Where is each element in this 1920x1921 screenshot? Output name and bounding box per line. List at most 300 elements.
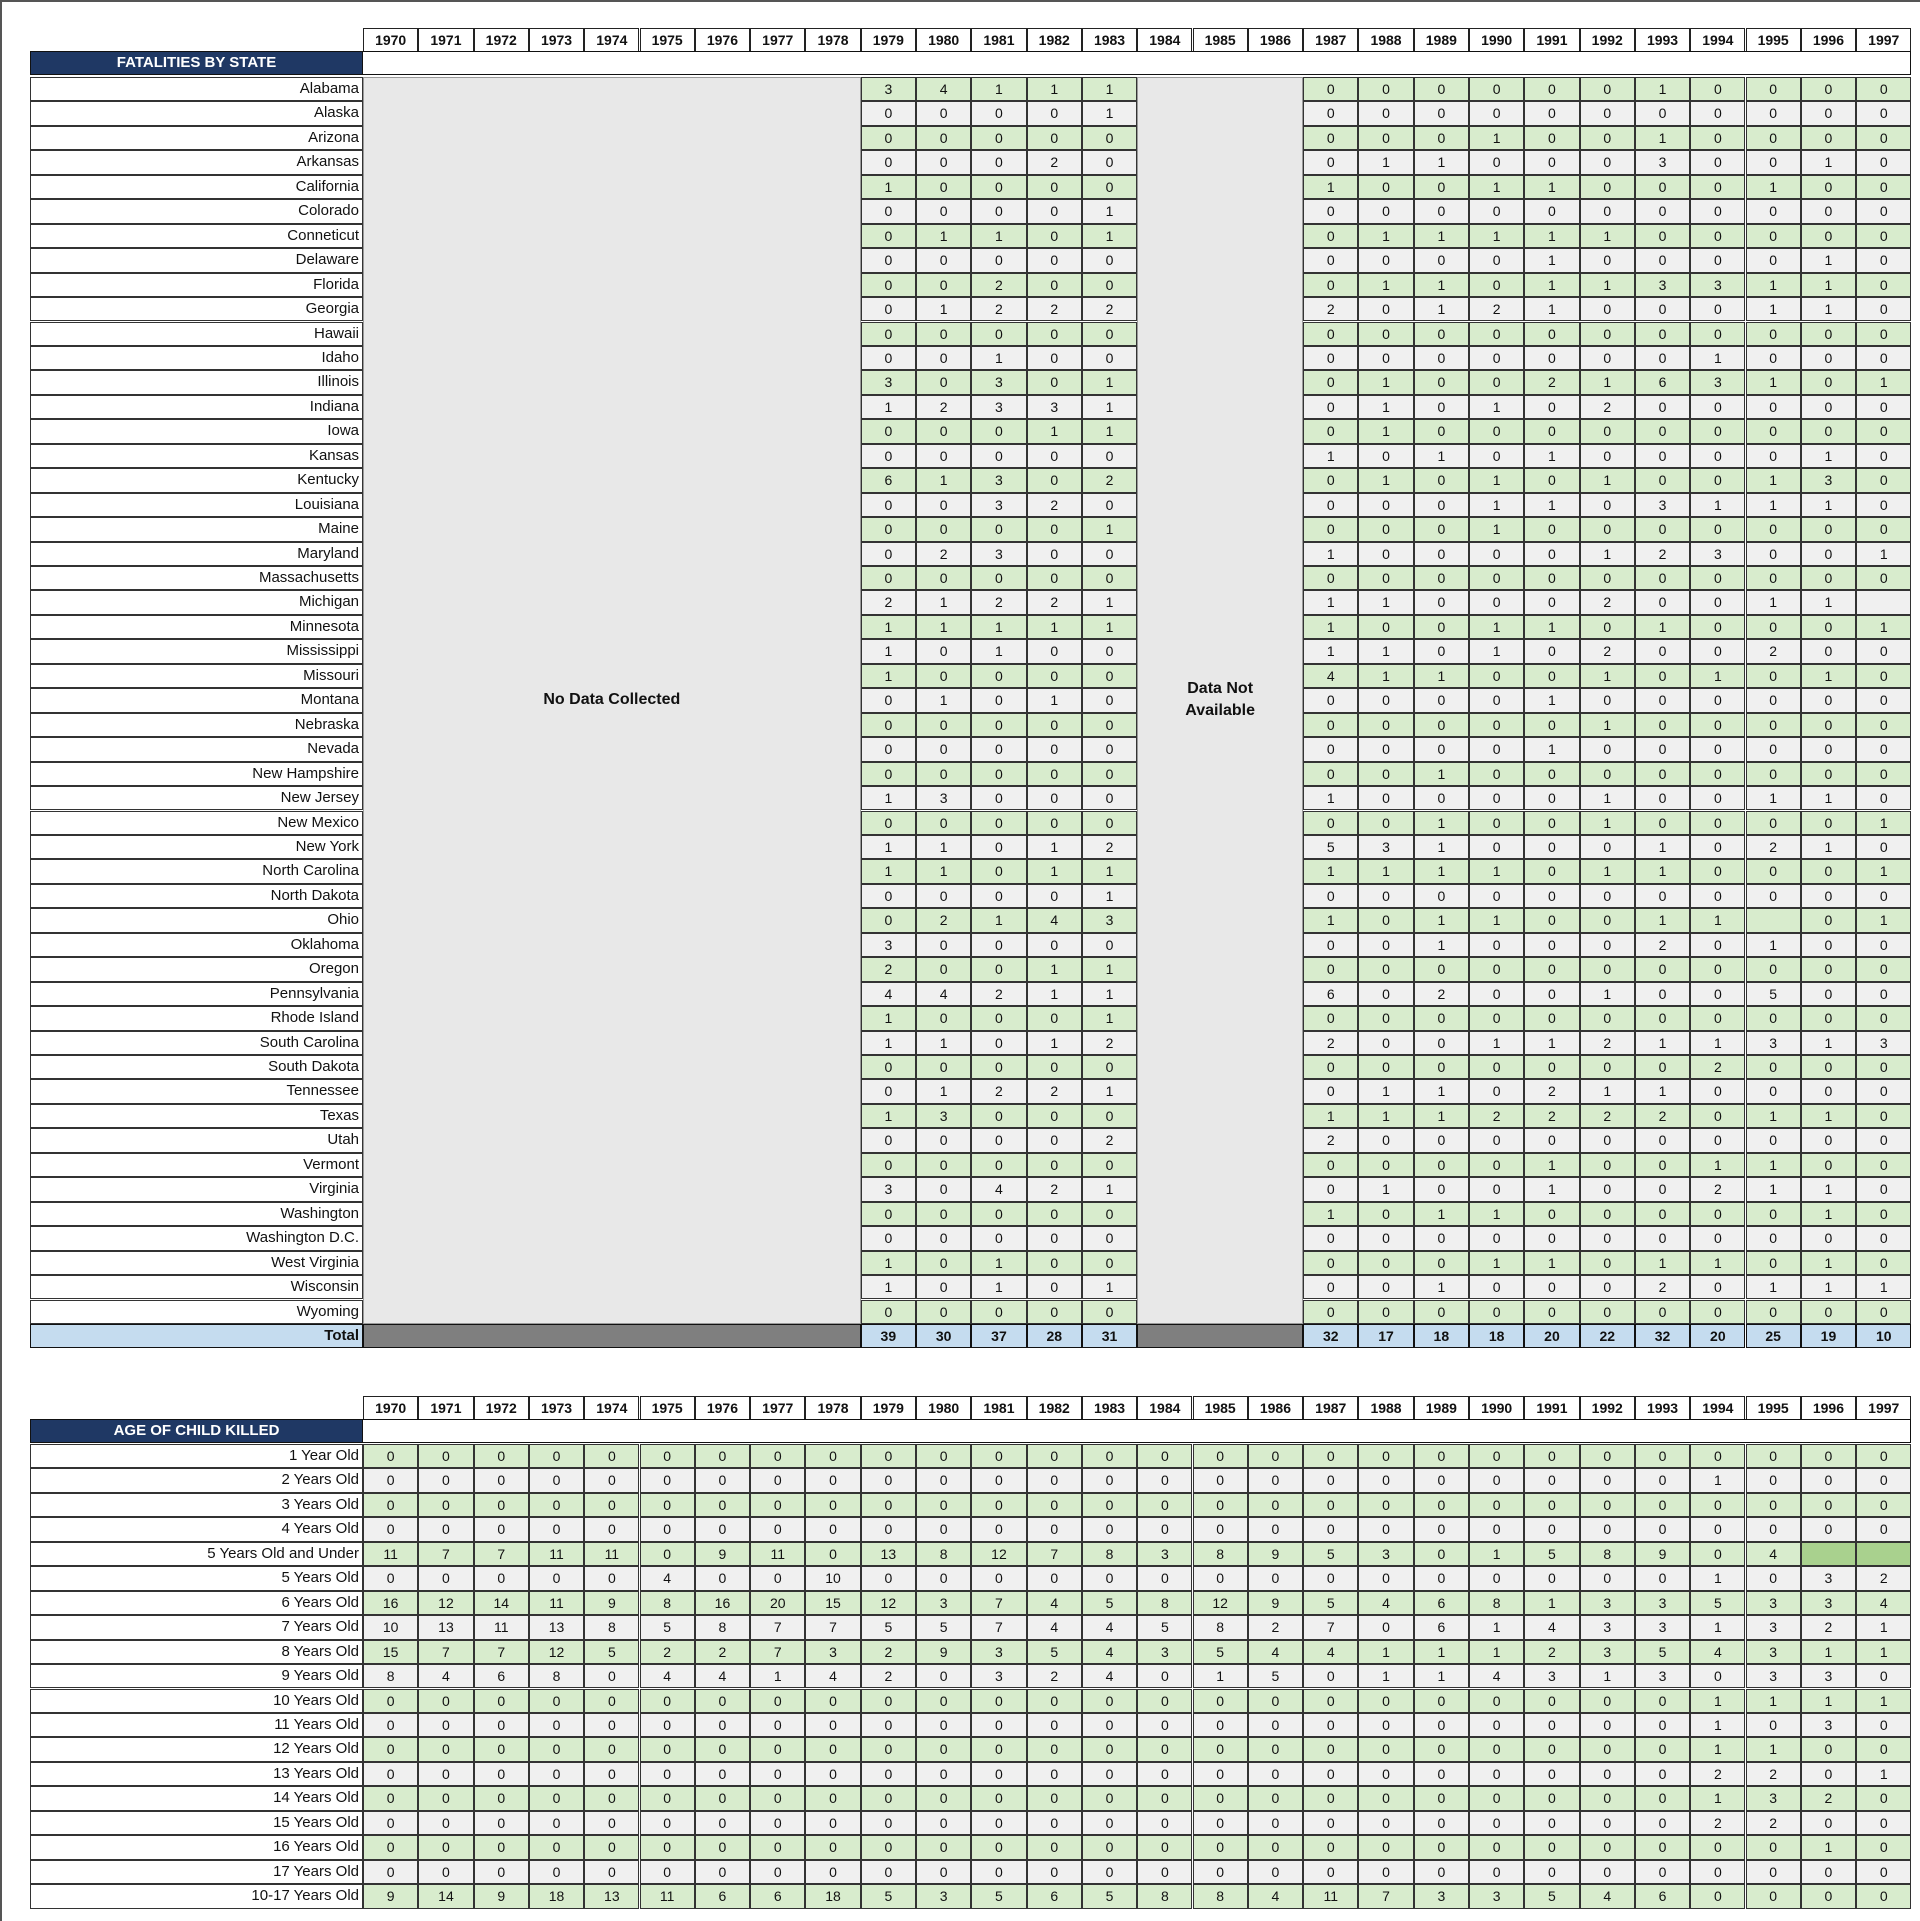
age-value-cell: 8 xyxy=(584,1615,639,1639)
state-value-cell: 0 xyxy=(1580,835,1635,859)
state-value-cell: 0 xyxy=(1469,1006,1524,1030)
age-value-cell: 0 xyxy=(1137,1811,1192,1835)
state-value-cell: 0 xyxy=(1082,444,1137,468)
age-value-cell: 0 xyxy=(1469,1689,1524,1713)
state-value-cell: 0 xyxy=(1690,713,1745,737)
state-value-cell: 1 xyxy=(1746,1153,1801,1177)
state-value-cell: 0 xyxy=(916,150,971,174)
state-value-cell: 5 xyxy=(1303,835,1358,859)
age-value-cell: 0 xyxy=(584,1468,639,1492)
state-value-cell: 1 xyxy=(1027,77,1082,101)
state-value-cell: 0 xyxy=(1469,444,1524,468)
age-header-year-1971: 1971 xyxy=(418,1396,473,1420)
age-value-cell: 0 xyxy=(1690,1664,1745,1688)
age-value-cell: 9 xyxy=(1248,1591,1303,1615)
state-value-cell: 0 xyxy=(1746,957,1801,981)
state-value-cell: 2 xyxy=(1027,493,1082,517)
state-value-cell: 0 xyxy=(1690,1104,1745,1128)
state-value-cell: 0 xyxy=(971,811,1026,835)
state-value-cell: 0 xyxy=(1358,517,1413,541)
state-value-cell: 0 xyxy=(971,1226,1026,1250)
state-value-cell: 0 xyxy=(1358,199,1413,223)
age-value-cell: 0 xyxy=(971,1713,1026,1737)
state-value-cell: 0 xyxy=(1524,395,1579,419)
state-value-cell: 1 xyxy=(1801,1031,1856,1055)
age-value-cell: 0 xyxy=(1524,1737,1579,1761)
age-value-cell: 6 xyxy=(474,1664,529,1688)
state-value-cell: 0 xyxy=(1358,811,1413,835)
age-value-cell: 4 xyxy=(1082,1640,1137,1664)
state-value-cell: 1 xyxy=(971,615,1026,639)
state-value-cell: 0 xyxy=(916,933,971,957)
state-value-cell: 0 xyxy=(1469,884,1524,908)
age-value-cell: 0 xyxy=(1801,1884,1856,1908)
state-value-cell: 0 xyxy=(1469,811,1524,835)
age-value-cell: 0 xyxy=(1414,1860,1469,1884)
age-value-cell: 0 xyxy=(695,1811,750,1835)
state-value-cell: 0 xyxy=(1082,688,1137,712)
state-value-cell: 0 xyxy=(916,248,971,272)
state-value-cell: 0 xyxy=(1524,77,1579,101)
state-value-cell: 0 xyxy=(861,101,916,125)
state-header-year-1970: 1970 xyxy=(363,28,418,52)
state-label: Rhode Island xyxy=(30,1006,363,1030)
state-value-cell: 0 xyxy=(1690,688,1745,712)
state-value-cell: 0 xyxy=(971,566,1026,590)
state-label: Illinois xyxy=(30,370,363,394)
total-no-data-bar xyxy=(363,1324,861,1348)
age-value-cell: 0 xyxy=(1137,1517,1192,1541)
age-value-cell: 2 xyxy=(1690,1762,1745,1786)
state-value-cell: 1 xyxy=(1580,786,1635,810)
age-value-cell: 0 xyxy=(695,1786,750,1810)
state-value-cell: 0 xyxy=(1580,517,1635,541)
state-value-cell: 0 xyxy=(1635,1226,1690,1250)
state-value-cell: 0 xyxy=(1635,1128,1690,1152)
age-header-year-1981: 1981 xyxy=(971,1396,1026,1420)
state-value-cell: 0 xyxy=(1801,859,1856,883)
state-value-cell: 1 xyxy=(1414,835,1469,859)
state-value-cell: 2 xyxy=(1082,297,1137,321)
state-value-cell: 0 xyxy=(971,175,1026,199)
age-header-year-1994: 1994 xyxy=(1690,1396,1745,1420)
state-value-cell: 0 xyxy=(1635,664,1690,688)
state-value-cell: 0 xyxy=(1303,199,1358,223)
age-value-cell: 7 xyxy=(805,1615,860,1639)
state-total-label: Total xyxy=(30,1324,363,1348)
state-value-cell: 0 xyxy=(1524,982,1579,1006)
age-value-cell: 4 xyxy=(1248,1640,1303,1664)
state-value-cell: 0 xyxy=(1027,1006,1082,1030)
age-value-cell: 0 xyxy=(1137,1468,1192,1492)
state-value-cell: 3 xyxy=(971,370,1026,394)
state-value-cell: 0 xyxy=(1690,517,1745,541)
age-value-cell: 0 xyxy=(1469,1444,1524,1468)
state-value-cell: 0 xyxy=(1635,444,1690,468)
state-value-cell: 0 xyxy=(1580,493,1635,517)
age-value-cell: 0 xyxy=(1358,1444,1413,1468)
state-value-cell: 0 xyxy=(1856,1128,1911,1152)
age-value-cell: 0 xyxy=(640,1493,695,1517)
state-value-cell: 1 xyxy=(916,297,971,321)
age-value-cell: 0 xyxy=(1469,1786,1524,1810)
age-value-cell: 14 xyxy=(418,1884,473,1908)
age-value-cell: 1 xyxy=(1469,1542,1524,1566)
state-value-cell: 3 xyxy=(1801,468,1856,492)
state-value-cell: 0 xyxy=(1082,1251,1137,1275)
age-value-cell: 3 xyxy=(1746,1591,1801,1615)
age-value-cell: 0 xyxy=(916,1689,971,1713)
state-value-cell: 0 xyxy=(1635,1153,1690,1177)
state-value-cell: 0 xyxy=(1303,957,1358,981)
age-value-cell: 0 xyxy=(1690,1517,1745,1541)
state-value-cell: 1 xyxy=(1635,1079,1690,1103)
state-value-cell: 0 xyxy=(1027,811,1082,835)
age-value-cell: 0 xyxy=(1027,1860,1082,1884)
age-value-cell: 0 xyxy=(1635,1517,1690,1541)
state-value-cell: 0 xyxy=(861,224,916,248)
state-value-cell: 0 xyxy=(1082,150,1137,174)
age-value-cell: 0 xyxy=(695,1835,750,1859)
state-value-cell: 0 xyxy=(1856,444,1911,468)
age-value-cell: 8 xyxy=(1137,1884,1192,1908)
state-value-cell: 1 xyxy=(1358,859,1413,883)
state-value-cell: 0 xyxy=(1635,639,1690,663)
age-value-cell: 9 xyxy=(916,1640,971,1664)
age-value-cell: 8 xyxy=(1193,1615,1248,1639)
state-value-cell: 0 xyxy=(1690,615,1745,639)
state-value-cell: 1 xyxy=(1358,395,1413,419)
age-value-cell: 0 xyxy=(1746,1468,1801,1492)
age-value-cell: 0 xyxy=(916,1737,971,1761)
state-value-cell: 0 xyxy=(1303,933,1358,957)
state-value-cell: 0 xyxy=(1580,444,1635,468)
age-value-cell: 1 xyxy=(1801,1835,1856,1859)
age-value-cell: 0 xyxy=(750,1517,805,1541)
state-value-cell: 0 xyxy=(1690,1006,1745,1030)
age-value-cell: 0 xyxy=(1635,1566,1690,1590)
state-value-cell: 0 xyxy=(1524,199,1579,223)
state-value-cell: 1 xyxy=(1690,664,1745,688)
age-value-cell: 5 xyxy=(916,1615,971,1639)
age-value-cell: 0 xyxy=(1580,1786,1635,1810)
age-value-cell: 0 xyxy=(529,1468,584,1492)
age-value-cell: 0 xyxy=(584,1786,639,1810)
state-value-cell: 1 xyxy=(1358,1177,1413,1201)
age-value-cell: 0 xyxy=(1580,1860,1635,1884)
age-value-cell: 0 xyxy=(584,1664,639,1688)
age-value-cell: 0 xyxy=(916,1444,971,1468)
state-value-cell: 0 xyxy=(1801,101,1856,125)
state-value-cell: 1 xyxy=(1414,1202,1469,1226)
age-value-cell: 4 xyxy=(1248,1884,1303,1908)
state-value-cell: 0 xyxy=(1690,762,1745,786)
state-value-cell: 0 xyxy=(1414,957,1469,981)
state-value-cell: 0 xyxy=(1303,1251,1358,1275)
state-header-year-1986: 1986 xyxy=(1248,28,1303,52)
state-value-cell: 1 xyxy=(1801,1275,1856,1299)
state-value-cell: 0 xyxy=(1580,1300,1635,1324)
age-label: 11 Years Old xyxy=(30,1713,363,1737)
age-value-cell: 0 xyxy=(529,1566,584,1590)
state-value-cell: 2 xyxy=(916,908,971,932)
state-value-cell: 5 xyxy=(1746,982,1801,1006)
state-value-cell: 1 xyxy=(1082,957,1137,981)
age-value-cell: 0 xyxy=(640,1835,695,1859)
age-label: 17 Years Old xyxy=(30,1860,363,1884)
state-value-cell: 0 xyxy=(1469,933,1524,957)
age-value-cell: 0 xyxy=(1801,1737,1856,1761)
state-value-cell: 0 xyxy=(1746,1128,1801,1152)
state-total-cell: 20 xyxy=(1524,1324,1579,1348)
state-label: Massachusetts xyxy=(30,566,363,590)
state-value-cell: 1 xyxy=(1856,370,1911,394)
state-value-cell: 0 xyxy=(1635,811,1690,835)
state-value-cell: 2 xyxy=(1635,542,1690,566)
state-value-cell: 2 xyxy=(1524,1104,1579,1128)
state-value-cell: 0 xyxy=(1524,517,1579,541)
state-label: Oklahoma xyxy=(30,933,363,957)
state-label: Alabama xyxy=(30,77,363,101)
state-value-cell: 1 xyxy=(861,1275,916,1299)
age-value-cell: 0 xyxy=(1303,1713,1358,1737)
state-value-cell: 0 xyxy=(1801,1153,1856,1177)
state-value-cell: 0 xyxy=(1746,517,1801,541)
state-value-cell: 0 xyxy=(1358,101,1413,125)
state-value-cell: 0 xyxy=(916,1177,971,1201)
state-value-cell: 0 xyxy=(971,1006,1026,1030)
state-value-cell: 0 xyxy=(1635,322,1690,346)
state-value-cell: 1 xyxy=(916,835,971,859)
age-value-cell: 4 xyxy=(805,1664,860,1688)
age-value-cell: 5 xyxy=(861,1615,916,1639)
state-value-cell: 0 xyxy=(1635,1006,1690,1030)
age-value-cell: 0 xyxy=(1248,1762,1303,1786)
state-value-cell: 0 xyxy=(1746,688,1801,712)
age-value-cell: 3 xyxy=(916,1884,971,1908)
state-label: Missouri xyxy=(30,664,363,688)
age-value-cell: 5 xyxy=(861,1884,916,1908)
age-value-cell: 0 xyxy=(1137,1664,1192,1688)
state-value-cell: 0 xyxy=(1358,1300,1413,1324)
age-value-cell: 0 xyxy=(1856,1493,1911,1517)
age-value-cell: 0 xyxy=(1414,1737,1469,1761)
state-value-cell: 4 xyxy=(916,982,971,1006)
state-total-cell: 37 xyxy=(971,1324,1026,1348)
age-value-cell: 0 xyxy=(1635,1762,1690,1786)
state-value-cell: 0 xyxy=(1801,615,1856,639)
state-value-cell: 0 xyxy=(1690,224,1745,248)
state-value-cell: 0 xyxy=(1801,933,1856,957)
age-value-cell: 0 xyxy=(1635,1493,1690,1517)
age-value-cell: 0 xyxy=(1580,1517,1635,1541)
state-value-cell: 0 xyxy=(1358,77,1413,101)
age-value-cell: 0 xyxy=(474,1737,529,1761)
age-value-cell: 0 xyxy=(750,1713,805,1737)
age-value-cell: 0 xyxy=(916,1762,971,1786)
state-value-cell: 0 xyxy=(1469,737,1524,761)
age-value-cell: 0 xyxy=(1635,1737,1690,1761)
age-value-cell: 0 xyxy=(1082,1860,1137,1884)
age-value-cell: 0 xyxy=(1524,1811,1579,1835)
age-value-cell: 0 xyxy=(529,1786,584,1810)
state-value-cell: 1 xyxy=(1856,859,1911,883)
state-value-cell: 1 xyxy=(1746,493,1801,517)
state-value-cell: 0 xyxy=(1414,468,1469,492)
state-header-year-1994: 1994 xyxy=(1690,28,1745,52)
age-value-cell: 0 xyxy=(1027,1786,1082,1810)
age-value-cell: 0 xyxy=(1303,1664,1358,1688)
state-value-cell xyxy=(1746,908,1801,932)
state-total-cell: 30 xyxy=(916,1324,971,1348)
age-value-cell: 0 xyxy=(1801,1811,1856,1835)
state-value-cell: 0 xyxy=(1856,1202,1911,1226)
state-value-cell: 1 xyxy=(1635,1031,1690,1055)
state-value-cell: 0 xyxy=(861,811,916,835)
state-value-cell: 0 xyxy=(1524,1202,1579,1226)
state-value-cell: 0 xyxy=(1746,859,1801,883)
state-value-cell: 0 xyxy=(1635,1177,1690,1201)
age-value-cell: 6 xyxy=(1027,1884,1082,1908)
age-value-cell: 0 xyxy=(1358,1811,1413,1835)
age-value-cell: 0 xyxy=(1414,1762,1469,1786)
age-value-cell: 0 xyxy=(1414,1786,1469,1810)
state-value-cell: 1 xyxy=(1303,615,1358,639)
age-header-year-1974: 1974 xyxy=(584,1396,639,1420)
state-header-year-1989: 1989 xyxy=(1414,28,1469,52)
age-value-cell: 0 xyxy=(1137,1566,1192,1590)
state-total-cell: 31 xyxy=(1082,1324,1137,1348)
state-value-cell: 1 xyxy=(1856,615,1911,639)
state-value-cell: 1 xyxy=(1414,224,1469,248)
age-header-year-1991: 1991 xyxy=(1524,1396,1579,1420)
age-value-cell: 0 xyxy=(1580,1811,1635,1835)
age-value-cell: 0 xyxy=(1193,1493,1248,1517)
state-value-cell: 0 xyxy=(916,664,971,688)
state-total-cell: 20 xyxy=(1690,1324,1745,1348)
state-value-cell: 0 xyxy=(1580,1128,1635,1152)
state-header-year-1985: 1985 xyxy=(1193,28,1248,52)
state-value-cell: 0 xyxy=(1027,370,1082,394)
state-value-cell: 1 xyxy=(1580,370,1635,394)
age-value-cell: 1 xyxy=(1690,1615,1745,1639)
state-value-cell: 0 xyxy=(1635,688,1690,712)
age-value-cell: 8 xyxy=(640,1591,695,1615)
age-value-cell: 0 xyxy=(1690,1542,1745,1566)
state-label: New York xyxy=(30,835,363,859)
state-value-cell: 3 xyxy=(1856,1031,1911,1055)
age-value-cell: 0 xyxy=(1856,1737,1911,1761)
age-header-year-1992: 1992 xyxy=(1580,1396,1635,1420)
state-value-cell: 0 xyxy=(1580,762,1635,786)
age-value-cell: 8 xyxy=(529,1664,584,1688)
state-value-cell: 1 xyxy=(1635,908,1690,932)
age-header-year-1993: 1993 xyxy=(1635,1396,1690,1420)
age-value-cell: 0 xyxy=(1027,1517,1082,1541)
state-value-cell: 0 xyxy=(916,1275,971,1299)
age-value-cell: 0 xyxy=(1027,1444,1082,1468)
state-value-cell: 0 xyxy=(1414,1031,1469,1055)
age-value-cell: 0 xyxy=(1580,1566,1635,1590)
state-value-cell: 1 xyxy=(916,859,971,883)
state-value-cell: 0 xyxy=(1635,762,1690,786)
age-value-cell: 4 xyxy=(1524,1615,1579,1639)
state-value-cell: 0 xyxy=(916,1300,971,1324)
age-value-cell: 0 xyxy=(1856,1835,1911,1859)
state-value-cell: 0 xyxy=(1082,933,1137,957)
state-value-cell: 1 xyxy=(1524,737,1579,761)
age-value-cell: 1 xyxy=(1358,1664,1413,1688)
state-value-cell: 2 xyxy=(1027,150,1082,174)
age-value-cell: 0 xyxy=(1358,1517,1413,1541)
state-label: Arizona xyxy=(30,126,363,150)
state-header-year-1995: 1995 xyxy=(1746,28,1801,52)
state-value-cell: 0 xyxy=(1690,1300,1745,1324)
age-value-cell: 3 xyxy=(1580,1591,1635,1615)
state-total-cell: 18 xyxy=(1414,1324,1469,1348)
age-value-cell: 0 xyxy=(695,1468,750,1492)
age-value-cell: 0 xyxy=(1193,1737,1248,1761)
state-value-cell: 3 xyxy=(1358,835,1413,859)
state-value-cell: 0 xyxy=(1690,395,1745,419)
state-value-cell: 0 xyxy=(1801,762,1856,786)
state-value-cell: 0 xyxy=(971,1055,1026,1079)
state-value-cell: 3 xyxy=(971,468,1026,492)
state-value-cell: 2 xyxy=(1027,1079,1082,1103)
state-value-cell: 0 xyxy=(1358,1226,1413,1250)
age-header-year-1983: 1983 xyxy=(1082,1396,1137,1420)
age-value-cell: 0 xyxy=(1248,1689,1303,1713)
age-value-cell: 1 xyxy=(1746,1689,1801,1713)
age-value-cell: 0 xyxy=(1469,1835,1524,1859)
state-value-cell: 2 xyxy=(1635,933,1690,957)
state-value-cell: 1 xyxy=(1580,811,1635,835)
state-value-cell: 0 xyxy=(1524,811,1579,835)
state-value-cell: 0 xyxy=(1635,419,1690,443)
state-value-cell: 0 xyxy=(1635,175,1690,199)
state-value-cell: 0 xyxy=(1524,346,1579,370)
state-value-cell: 0 xyxy=(1414,77,1469,101)
state-value-cell: 0 xyxy=(1801,1128,1856,1152)
age-value-cell: 0 xyxy=(1248,1737,1303,1761)
age-value-cell: 8 xyxy=(1193,1542,1248,1566)
state-value-cell: 1 xyxy=(1801,150,1856,174)
state-value-cell: 1 xyxy=(1082,370,1137,394)
state-value-cell: 2 xyxy=(861,957,916,981)
state-value-cell: 0 xyxy=(1580,77,1635,101)
state-value-cell: 1 xyxy=(1690,1031,1745,1055)
state-value-cell: 0 xyxy=(1746,615,1801,639)
state-value-cell: 0 xyxy=(1746,101,1801,125)
state-value-cell: 0 xyxy=(861,346,916,370)
state-value-cell: 1 xyxy=(1635,615,1690,639)
state-value-cell: 0 xyxy=(861,126,916,150)
state-label: Kentucky xyxy=(30,468,363,492)
age-header-year-1987: 1987 xyxy=(1303,1396,1358,1420)
state-header-year-1975: 1975 xyxy=(640,28,695,52)
state-value-cell: 1 xyxy=(1690,1153,1745,1177)
age-value-cell: 1 xyxy=(1690,1566,1745,1590)
age-header-year-1977: 1977 xyxy=(750,1396,805,1420)
state-value-cell: 0 xyxy=(1580,1177,1635,1201)
age-value-cell: 18 xyxy=(805,1884,860,1908)
state-value-cell: 3 xyxy=(1746,1031,1801,1055)
state-value-cell: 1 xyxy=(1524,297,1579,321)
state-value-cell: 0 xyxy=(1690,77,1745,101)
age-value-cell: 0 xyxy=(1801,1493,1856,1517)
age-value-cell: 6 xyxy=(750,1884,805,1908)
state-value-cell: 0 xyxy=(1082,248,1137,272)
